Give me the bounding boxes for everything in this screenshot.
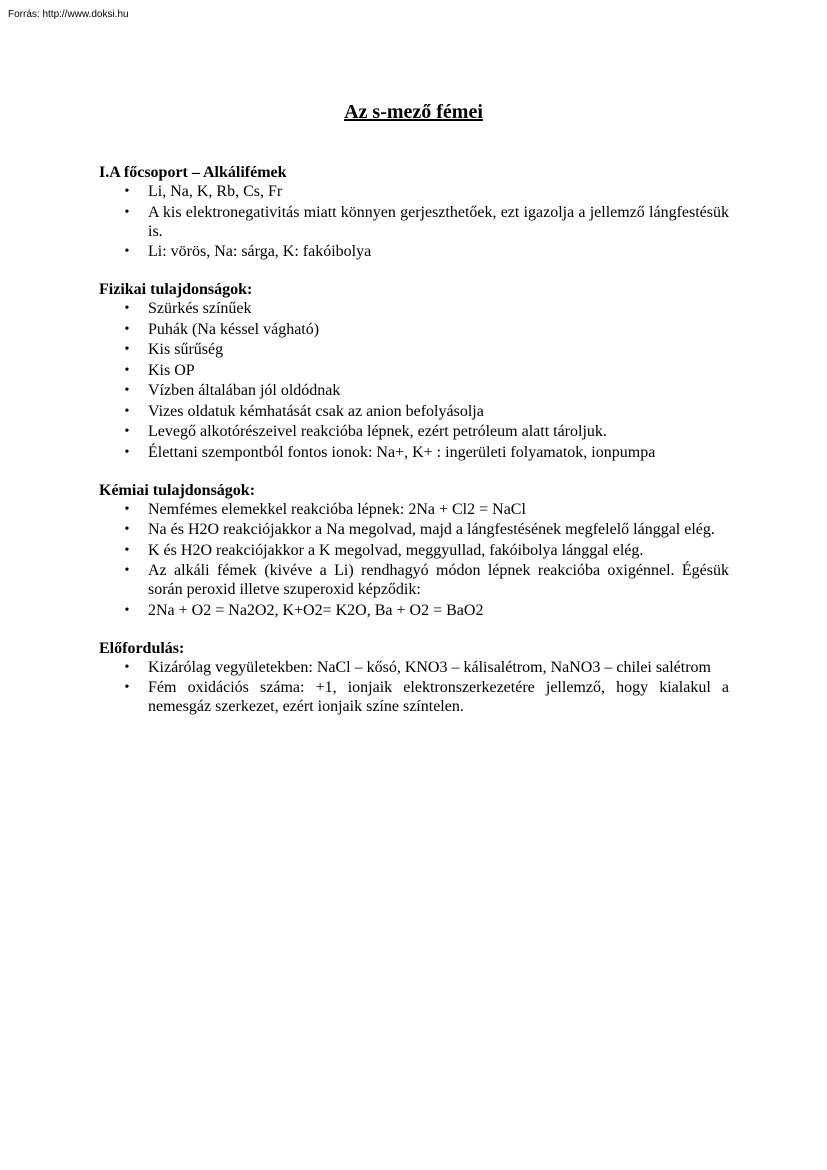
list-item — [99, 443, 729, 462]
section-occurrence — [99, 639, 729, 717]
bullet-icon: • — [124, 542, 130, 558]
list-item-text: Li, Na, K, Rb, Cs, Fr — [148, 183, 283, 200]
bullet-icon: • — [124, 244, 130, 259]
bullet-icon: • — [124, 321, 130, 337]
list-item-text: Kis OP — [148, 361, 195, 379]
list-item — [99, 361, 729, 380]
list-item — [99, 541, 729, 560]
bullet-icon: • — [124, 444, 130, 460]
list-item — [99, 500, 729, 519]
section-heading: I.A főcsoport – Alkálifémek — [99, 164, 287, 181]
list-item — [99, 381, 729, 400]
section-physical-properties — [99, 280, 729, 462]
bullet-icon: • — [124, 680, 130, 695]
bullet-icon: • — [124, 424, 130, 439]
list-item — [99, 402, 729, 421]
list-item-text: Puhák (Na késsel vágható) — [148, 320, 320, 338]
list-item-text: Li: vörös, Na: sárga, K: fakóibolya — [148, 243, 372, 260]
list-item-text: Na és H2O reakciójakkor a Na megolvad, majd a lángfestésének megfelelő lánggal elég. — [148, 521, 715, 538]
section-heading: Kémiai tulajdonságok: — [99, 481, 256, 499]
list-item-text: Kis sűrűség — [148, 341, 224, 358]
page-title: Az s-mező fémei — [344, 101, 483, 123]
bullet-icon: • — [124, 403, 130, 419]
list-item-text: Vizes oldatuk kémhatását csak az anion befolyásolja — [148, 402, 484, 420]
list-item-text: K és H2O reakciójakkor a K megolvad, meggyullad, fakóibolya lánggal elég. — [148, 541, 644, 559]
section-chemical-properties — [99, 481, 729, 620]
list-item — [99, 203, 729, 241]
section-heading: Előfordulás: — [99, 639, 185, 657]
bullet-list — [99, 299, 729, 462]
bullet-list — [99, 658, 729, 717]
section-heading: Fizikai tulajdonságok: — [99, 281, 253, 298]
bullet-icon: • — [124, 383, 130, 398]
document-body — [99, 163, 729, 735]
bullet-icon: • — [124, 501, 130, 517]
list-item — [99, 182, 729, 201]
bullet-icon: • — [124, 563, 130, 578]
list-item-text: A kis elektronegativitás miatt könnyen gerjeszthetőek, ezt igazolja a jellemző lángfestésük is. — [148, 203, 729, 240]
bullet-icon: • — [124, 301, 130, 316]
list-item-text: Szürkés színűek — [148, 300, 252, 317]
list-item-text: Vízben általában jól oldódnak — [148, 382, 341, 399]
list-item-text: Az alkáli fémek (kivéve a Li) rendhagyó módon lépnek reakcióba oxigénnel. Égésük során peroxid illetve szuperoxid képződik: — [148, 562, 729, 598]
list-item-text: Kizárólag vegyületekben: NaCl – kősó, KNO3 – kálisalétrom, NaNO3 – chilei salétrom — [148, 658, 711, 676]
list-item — [99, 658, 729, 677]
list-item-text: Élettani szempontból fontos ionok: Na+, K+ : ingerületi folyamatok, ionpumpa — [148, 443, 656, 461]
bullet-icon: • — [124, 204, 130, 220]
list-item — [99, 242, 729, 261]
list-item — [99, 422, 729, 441]
bullet-icon: • — [124, 659, 130, 675]
bullet-list — [99, 500, 729, 620]
section-alkali-metals — [99, 163, 729, 261]
bullet-icon: • — [124, 362, 130, 378]
list-item — [99, 561, 729, 599]
list-item — [99, 299, 729, 318]
bullet-icon: • — [124, 602, 130, 618]
list-item — [99, 678, 729, 716]
list-item-text: Levegő alkotórészeivel reakcióba lépnek, ezért petróleum alatt tároljuk. — [148, 423, 607, 440]
bullet-icon: • — [124, 184, 130, 199]
list-item — [99, 320, 729, 339]
source-note: Forrás: http://www.doksi.hu — [8, 9, 129, 20]
list-item — [99, 520, 729, 539]
bullet-list — [99, 182, 729, 261]
list-item — [99, 601, 729, 620]
bullet-icon: • — [124, 522, 130, 537]
list-item-text: 2Na + O2 = Na2O2, K+O2= K2O, Ba + O2 = BaO2 — [148, 601, 484, 619]
bullet-icon: • — [124, 342, 130, 357]
list-item-text: Fém oxidációs száma: +1, ionjaik elektronszerkezetére jellemző, hogy kialakul a nemesgáz szerkezet, ezért ionjaik színe színtelen. — [148, 679, 729, 715]
list-item-text: Nemfémes elemekkel reakcióba lépnek: 2Na + Cl2 = NaCl — [148, 500, 526, 518]
list-item — [99, 340, 729, 359]
